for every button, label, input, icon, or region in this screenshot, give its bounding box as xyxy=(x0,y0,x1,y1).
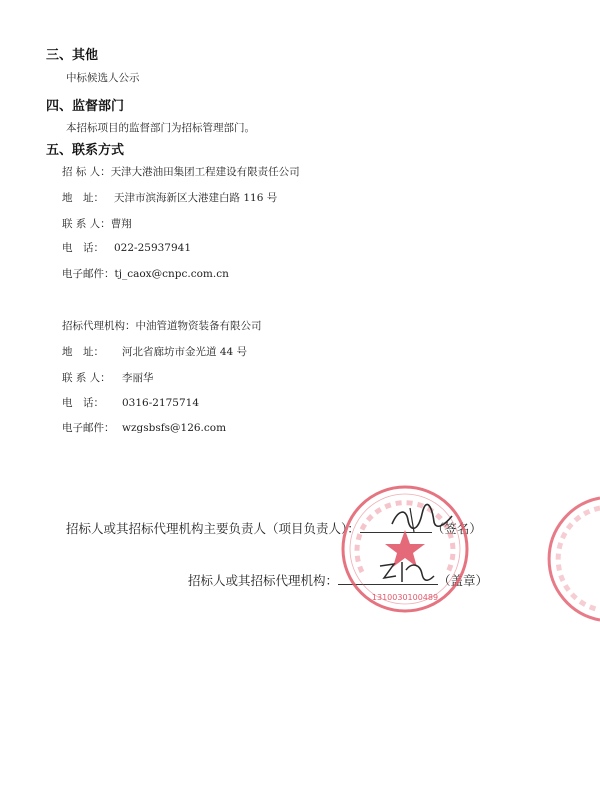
signature-org-suffix: （盖章） xyxy=(438,573,489,588)
partial-seal xyxy=(540,494,600,624)
section-heading-supervision: 四、监督部门 xyxy=(46,99,125,114)
seal-number: 1310030100489 xyxy=(371,593,439,602)
tenderer-phone-label: 电 话： xyxy=(62,242,104,254)
agency-name: 中油管道物资装备有限公司 xyxy=(135,320,262,332)
section-heading-other: 三、其他 xyxy=(46,48,99,63)
tenderer-name-row xyxy=(62,164,300,179)
signature-org-label: 招标人或其招标代理机构： xyxy=(188,573,339,588)
section-body-supervision: 本招标项目的监督部门为招标管理部门。 xyxy=(66,122,255,134)
agency-address-label: 地 址： xyxy=(62,346,104,358)
agency-address-row xyxy=(62,344,247,359)
agency-address: 河北省廊坊市金光道 44 号 xyxy=(122,346,248,358)
agency-email-label: 电子邮件： xyxy=(62,422,115,434)
tenderer-contact-row xyxy=(62,216,132,231)
tenderer-address-label: 地 址： xyxy=(62,192,104,204)
tenderer-email-label: 电子邮件： xyxy=(62,268,115,280)
tenderer-address: 天津市滨海新区大港建白路 116 号 xyxy=(114,192,278,204)
tenderer-address-row xyxy=(62,190,277,205)
tenderer-contact-label: 联 系 人： xyxy=(62,218,111,230)
agency-name-label: 招标代理机构： xyxy=(62,320,136,332)
tenderer-contact: 曹翔 xyxy=(110,218,132,230)
agency-name-row xyxy=(62,318,262,333)
handwritten-mark xyxy=(376,556,436,586)
signature-person-suffix: （签名） xyxy=(431,521,482,536)
agency-contact-label: 联 系 人： xyxy=(62,372,111,384)
handwritten-signature xyxy=(388,502,458,538)
tenderer-name-label: 招 标 人： xyxy=(62,166,111,178)
signature-person-label: 招标人或其招标代理机构主要负责人（项目负责人）： xyxy=(66,521,360,536)
agency-contact: 李丽华 xyxy=(122,372,154,384)
section-heading-contact: 五、联系方式 xyxy=(46,143,125,158)
tenderer-name: 天津大港油田集团工程建设有限责任公司 xyxy=(110,166,300,178)
section-body-other: 中标候选人公示 xyxy=(66,72,140,84)
agency-phone: 0316-2175714 xyxy=(122,397,200,409)
agency-phone-row xyxy=(62,395,199,410)
agency-email[interactable]: wzgsbsfs@126.com xyxy=(122,422,227,434)
agency-contact-row xyxy=(62,370,154,385)
agency-email-row xyxy=(62,420,226,435)
agency-phone-label: 电 话： xyxy=(62,397,104,409)
tenderer-email[interactable]: tj_caox@cnpc.com.cn xyxy=(114,268,229,280)
tenderer-email-row xyxy=(62,266,229,281)
tenderer-phone: 022-25937941 xyxy=(114,242,192,254)
tenderer-phone-row xyxy=(62,240,191,255)
